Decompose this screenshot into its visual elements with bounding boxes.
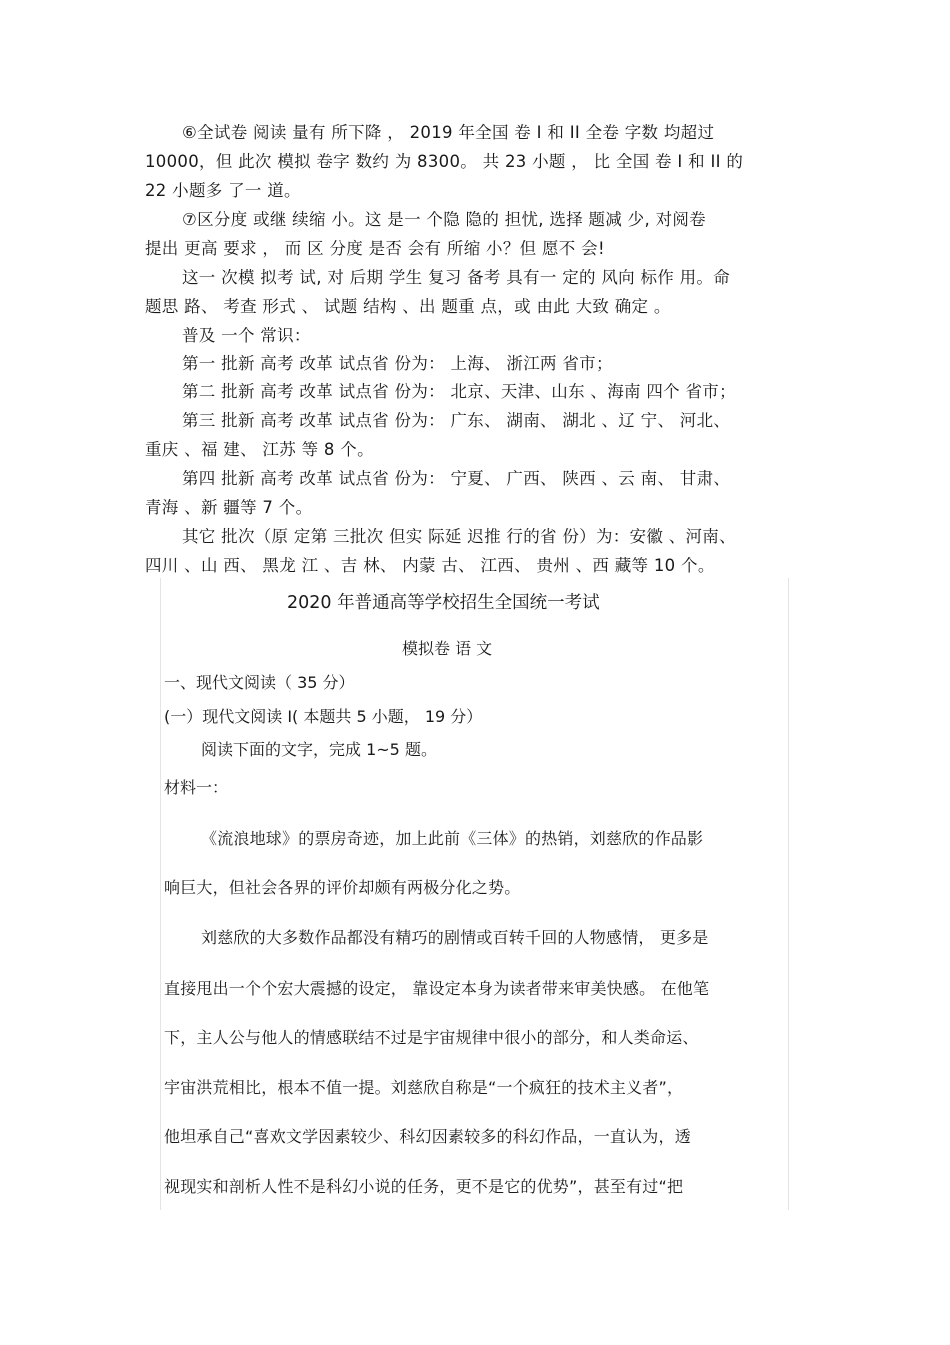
paragraph-line: ⑥全试卷 阅读 量有 所下降 ， 2019 年全国 卷 I 和 II 全卷 字数 均超过 xyxy=(182,123,715,142)
paragraph-line: 普及 一个 常识： xyxy=(182,326,311,345)
paragraph-line: 第三 批新 高考 改革 试点省 份为： 广东、 湖南、 湖北 、辽 宁、 河北、 xyxy=(182,411,731,430)
paragraph-line: 青海 、新 疆等 7 个。 xyxy=(145,498,313,517)
paragraph-line: 第一 批新 高考 改革 试点省 份为： 上海、 浙江两 省市； xyxy=(182,354,613,373)
exam-subtitle: 模拟卷 语 文 xyxy=(402,639,493,658)
instruction-text: 阅读下面的文字，完成 1~5 题。 xyxy=(201,740,437,759)
paragraph-line: 重庆 、福 建、 江苏 等 8 个。 xyxy=(145,440,374,459)
paragraph-line: 第四 批新 高考 改革 试点省 份为： 宁夏、 广西、 陕西 、云 南、 甘肃、 xyxy=(182,469,731,488)
paragraph-line: 这一 次模 拟考 试, 对 后期 学生 复习 备考 具有一 定的 风向 标作 用。命 xyxy=(182,268,731,287)
exam-title: 2020 年普通高等学校招生全国统一考试 xyxy=(287,593,600,613)
paragraph-line: 10000，但 此次 模拟 卷字 数约 为 8300。 共 23 小题 ， 比 全国 卷 I 和 II 的 xyxy=(145,152,744,171)
body-line: 直接甩出一个个宏大震撼的设定， 靠设定本身为读者带来审美快感。 在他笔 xyxy=(164,979,710,998)
subsection-heading: (一）现代文阅读 I( 本题共 5 小题， 19 分） xyxy=(164,707,483,726)
paragraph-line: 提出 更高 要求 ， 而 区 分度 是否 会有 所缩 小？但 愿不 会! xyxy=(145,239,605,258)
section-heading: 一、现代文阅读（ 35 分） xyxy=(164,673,355,692)
body-line: 刘慈欣的大多数作品都没有精巧的剧情或百转千回的人物感情， 更多是 xyxy=(201,928,709,947)
paragraph-line: 22 小题多 了一 道。 xyxy=(145,181,301,200)
body-line: 下，主人公与他人的情感联结不过是宇宙规律中很小的部分，和人类命运、 xyxy=(164,1028,699,1047)
body-line: 宇宙洪荒相比，根本不值一提。刘慈欣自称是“一个疯狂的技术主义者”， xyxy=(164,1078,684,1097)
body-line: 《流浪地球》的票房奇迹，加上此前《三体》的热销，刘慈欣的作品影 xyxy=(201,829,704,848)
paragraph-line: 其它 批次（原 定第 三批次 但实 际延 迟推 行的省 份）为：安徽 、河南、 xyxy=(182,527,736,546)
body-line: 他坦承自己“喜欢文学因素较少、科幻因素较多的科幻作品，一直认为，透 xyxy=(164,1127,691,1146)
material-label: 材料一： xyxy=(164,778,229,797)
exam-page-panel xyxy=(160,578,789,1210)
paragraph-line: 第二 批新 高考 改革 试点省 份为： 北京、天津、山东 、海南 四个 省市； xyxy=(182,382,736,401)
body-line: 视现实和剖析人性不是科幻小说的任务，更不是它的优势”，甚至有过“把 xyxy=(164,1177,684,1196)
body-line: 响巨大，但社会各界的评价却颇有两极分化之势。 xyxy=(164,878,521,897)
paragraph-line: 四川 、山 西、 黑龙 江 、吉 林、 内蒙 古、 江西、 贵州 、西 藏等 10 个。 xyxy=(145,556,715,575)
paragraph-line: ⑦区分度 或继 续缩 小。这 是一 个隐 隐的 担忧, 选择 题减 少, 对阅卷 xyxy=(182,210,706,229)
paragraph-line: 题思 路、 考查 形式 、 试题 结构 、出 题重 点，或 由此 大致 确定 。 xyxy=(145,297,671,316)
